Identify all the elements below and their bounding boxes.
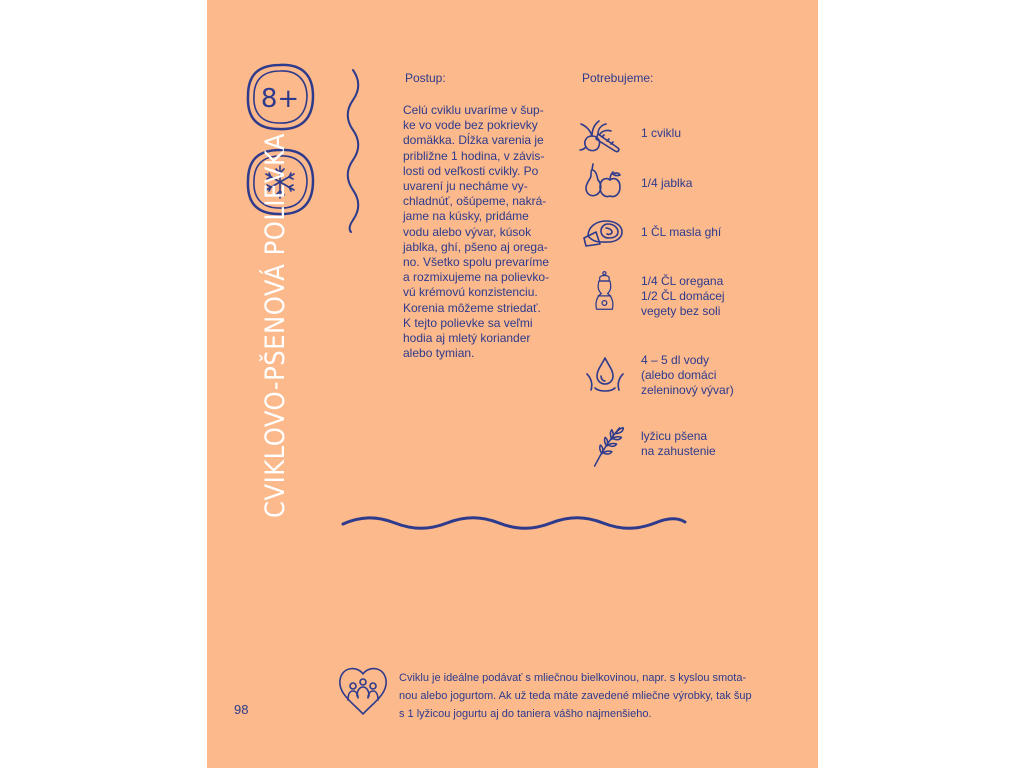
tip-line: nou alebo jogurtom. Ak už teda máte zavedené mliečne výrobky, tak šup <box>399 690 752 702</box>
tip-line: Cviklu je ideálne podávať s mliečnou bielkovinou, napr. s kyslou smota- <box>399 672 747 684</box>
recipe-title <box>258 132 294 518</box>
steps-line: Celú cviklu uvaríme v šup- <box>403 103 544 117</box>
ingredient-line: zeleninový vývar) <box>641 383 734 397</box>
ingredient-item <box>641 353 734 398</box>
steps-line: uvarení ju necháme vy- <box>403 179 528 194</box>
ingredient-item <box>641 225 721 240</box>
tip-line: s 1 lyžicou jogurtu aj do taniera vášho najmenšieho. <box>399 708 652 720</box>
ingredient-line: 1/2 ČL domácej <box>641 289 725 303</box>
ingredient-line: lyžicu pšena <box>641 429 708 443</box>
beet-carrot-icon <box>578 112 622 156</box>
age-badge <box>244 61 316 133</box>
serving-tip <box>399 669 799 723</box>
steps-line: a rozmixujeme na polievko- <box>403 270 550 285</box>
page-number: 98 <box>234 702 249 717</box>
recipe-title-text: CVIKLOVO-PŠENOVÁ POLIEVKA <box>260 132 291 518</box>
ingredient-line: (alebo domáci <box>641 368 717 382</box>
steps-line: jame na kúsky, pridáme <box>403 209 529 224</box>
ingredient-line: 1 ČL masla ghí <box>641 225 722 239</box>
steps-line: približne 1 hodina, v závis- <box>403 148 545 163</box>
steps-text <box>403 103 563 361</box>
wave-divider <box>341 510 687 536</box>
steps-line: losti od veľkosti cvikly. Po <box>403 163 539 178</box>
ingredient-line: vegety bez soli <box>641 304 721 318</box>
steps-line: alebo tymian. <box>403 346 475 361</box>
ingredient-item <box>641 176 692 191</box>
side-squiggle <box>342 68 364 233</box>
ingredient-line: 1/4 ČL oregana <box>641 274 724 288</box>
steps-line: chladnúť, ošúpeme, nakrá- <box>403 194 547 209</box>
millet-sprig-icon <box>586 424 630 468</box>
steps-line: vodu alebo vývar, kúsok <box>403 224 532 239</box>
water-drop-icon <box>583 354 627 398</box>
steps-line: vú krémovú konzistenciu. <box>403 285 538 300</box>
steps-line: ke vo vode bez pokrievky <box>403 118 538 133</box>
age-label: 8+ <box>260 84 300 114</box>
ingredient-line: 4 – 5 dl vody <box>641 353 710 367</box>
pepper-mill-icon <box>584 270 628 314</box>
ingredients-heading: Potrebujeme: <box>582 71 654 85</box>
ingredient-item <box>641 429 716 459</box>
ingredient-item <box>641 274 725 319</box>
steps-line: Korenia môžeme striedať. <box>403 300 541 315</box>
heart-family-icon <box>336 664 390 716</box>
steps-line: jablka, ghí, pšeno aj orega- <box>403 239 548 254</box>
steps-line: hodia aj mletý koriander <box>403 331 531 346</box>
butter-icon <box>582 210 626 254</box>
ingredient-line: na zahustenie <box>641 444 716 458</box>
steps-line: K tejto polievke sa veľmi <box>403 315 533 330</box>
ingredient-line: 1 cviklu <box>641 126 682 140</box>
ingredient-item <box>641 126 681 141</box>
steps-line: no. Všetko spolu prevaríme <box>403 255 550 270</box>
apple-pear-icon <box>582 158 626 202</box>
steps-line: domäkka. Dĺžka varenia je <box>403 133 544 148</box>
steps-heading: Postup: <box>405 71 446 85</box>
ingredient-line: 1/4 jablka <box>641 176 693 190</box>
